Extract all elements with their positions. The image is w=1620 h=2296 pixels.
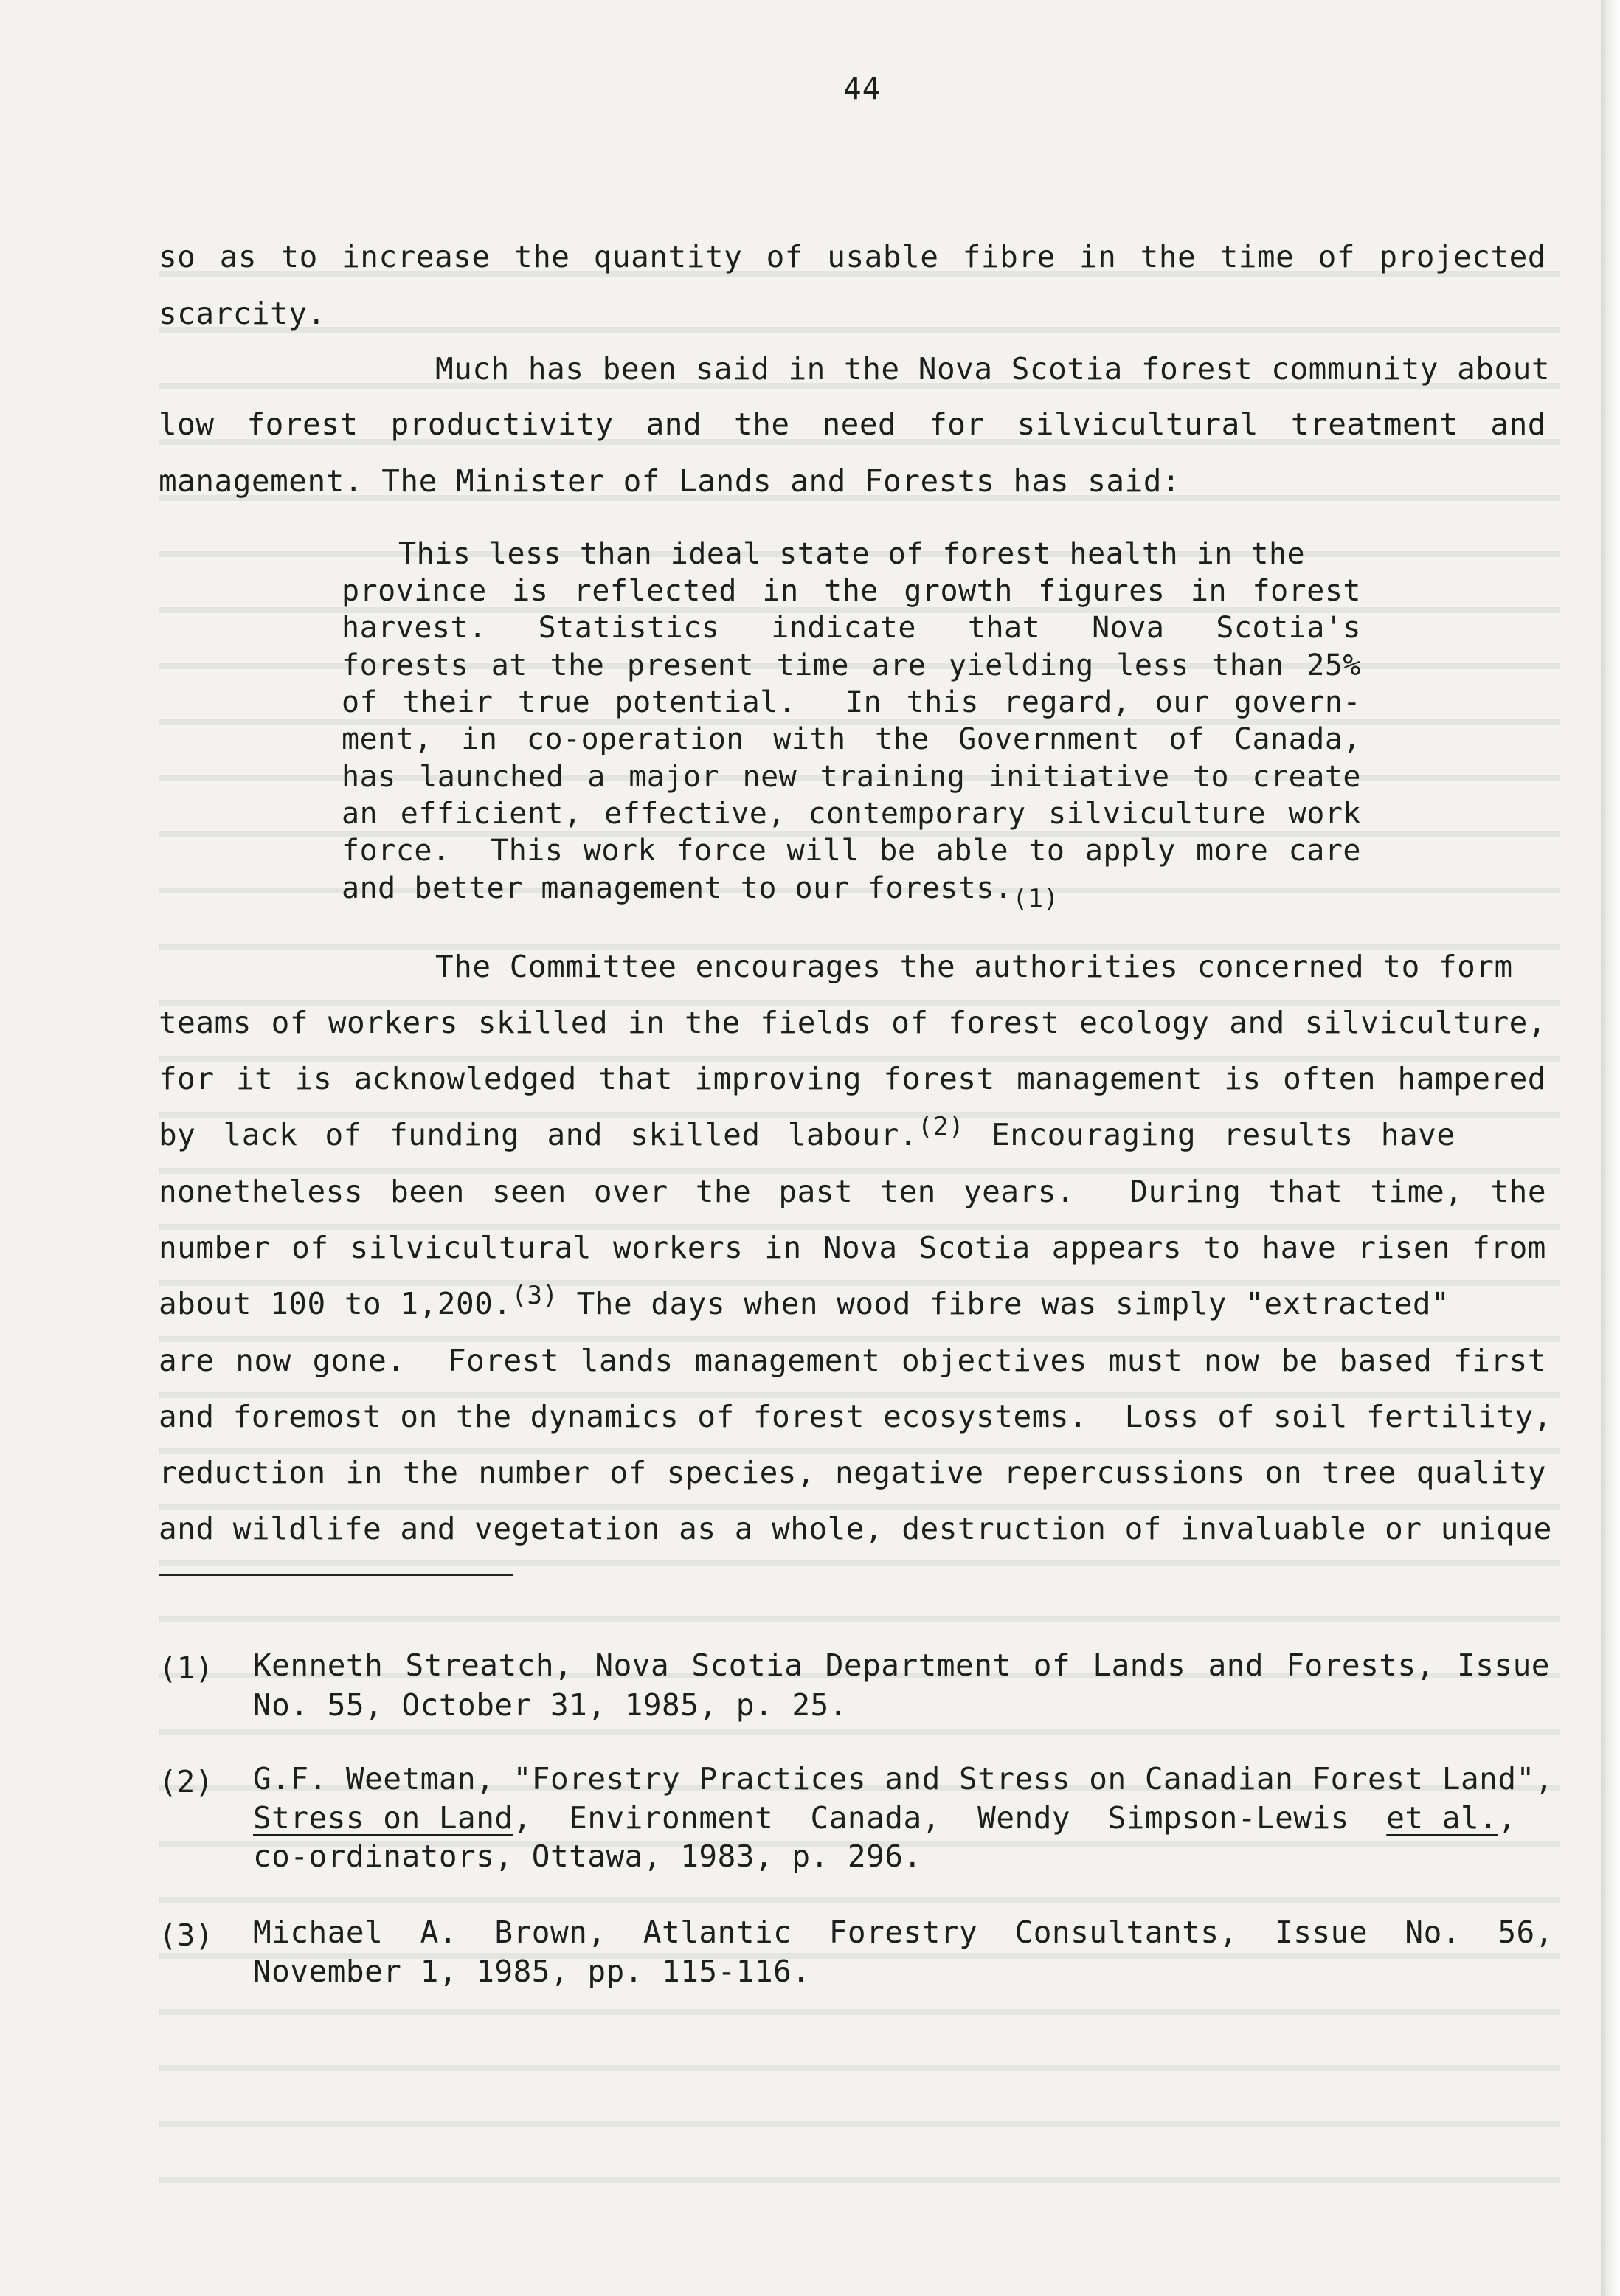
body-line: and foremost on the dynamics of forest ecosystems. Loss of soil fertility,: [159, 1399, 1552, 1434]
footnote-ref: (1): [1012, 884, 1059, 913]
body-line: so as to increase the quantity of usable fibre in the time of projected: [159, 239, 1546, 274]
body-line: and wildlife and vegetation as a whole, destruction of invaluable or unique: [159, 1511, 1552, 1546]
footnote-line: Kenneth Streatch, Nova Scotia Department of Lands and Forests, Issue: [253, 1647, 1550, 1683]
body-line: reduction in the number of species, negative repercussions on tree quality: [159, 1455, 1546, 1490]
quote-line: This less than ideal state of forest health in the: [398, 537, 1306, 571]
body-line: nonetheless been seen over the past ten years. During that time, the: [159, 1174, 1546, 1209]
body-text: Encouraging results have: [963, 1117, 1455, 1152]
footnote-ref: (3): [511, 1281, 558, 1310]
footnote-separator: [159, 1574, 513, 1576]
footnote-line: November 1, 1985, pp. 115-116.: [253, 1954, 811, 1989]
footnote-ref: (2): [918, 1112, 964, 1141]
body-line: The Committee encourages the authorities concerned to form: [435, 949, 1513, 984]
body-line: management. The Minister of Lands and Forests has said:: [159, 463, 1181, 499]
footnote-mark: (3): [159, 1918, 214, 1953]
footnote-text: , Environment Canada, Wendy Simpson-Lewis: [513, 1800, 1387, 1836]
quote-line: ment, in co-operation with the Government of Canada,: [342, 722, 1361, 756]
quote-line: [342, 871, 1361, 913]
quote-line: force. This work force will be able to apply more care: [342, 834, 1361, 868]
footnote-text: ,: [1498, 1800, 1517, 1836]
body-line: scarcity.: [159, 296, 326, 331]
footnote-mark: (2): [159, 1764, 214, 1799]
body-line: number of silvicultural workers in Nova Scotia appears to have risen from: [159, 1230, 1546, 1265]
quote-line: forests at the present time are yielding less than 25%: [342, 649, 1361, 682]
quote-line: has launched a major new training initiative to create: [342, 760, 1361, 794]
body-line: low forest productivity and the need for silvicultural treatment and: [159, 407, 1546, 442]
et-al: et al.: [1386, 1800, 1498, 1836]
page-number: 44: [843, 71, 882, 106]
body-line: for it is acknowledged that improving forest management is often hampered: [159, 1061, 1546, 1096]
quote-line: province is reflected in the growth figures in forest: [342, 574, 1361, 608]
footnote-line: co-ordinators, Ottawa, 1983, p. 296.: [253, 1839, 922, 1874]
footnote-line: G.F. Weetman, "Forestry Practices and Stress on Canadian Forest Land",: [253, 1761, 1554, 1797]
body-line: Much has been said in the Nova Scotia forest community about: [435, 351, 1551, 387]
page-edge-shadow: [1601, 0, 1620, 2296]
footnote-mark: (1): [159, 1650, 214, 1686]
body-text: The days when wood fibre was simply "extracted": [558, 1286, 1450, 1321]
body-line: teams of workers skilled in the fields of forest ecology and silviculture,: [159, 1005, 1546, 1040]
body-text: by lack of funding and skilled labour.: [159, 1117, 918, 1152]
publication-title: Stress on Land: [253, 1800, 513, 1836]
quote-line: an efficient, effective, contemporary silviculture work: [342, 797, 1361, 831]
body-line: [159, 1281, 1546, 1321]
body-line: [159, 1112, 1546, 1152]
body-line: are now gone. Forest lands management objectives must now be based first: [159, 1343, 1546, 1378]
body-text: about 100 to 1,200.: [159, 1286, 512, 1321]
quote-text: and better management to our forests.: [342, 871, 1013, 905]
footnote-line: No. 55, October 31, 1985, p. 25.: [253, 1687, 848, 1723]
quote-line: harvest. Statistics indicate that Nova Scotia's: [342, 611, 1361, 645]
footnote-line: [253, 1800, 1550, 1836]
quote-line: of their true potential. In this regard, our govern-: [342, 685, 1361, 719]
footnote-line: Michael A. Brown, Atlantic Forestry Consultants, Issue No. 56,: [253, 1915, 1554, 1950]
